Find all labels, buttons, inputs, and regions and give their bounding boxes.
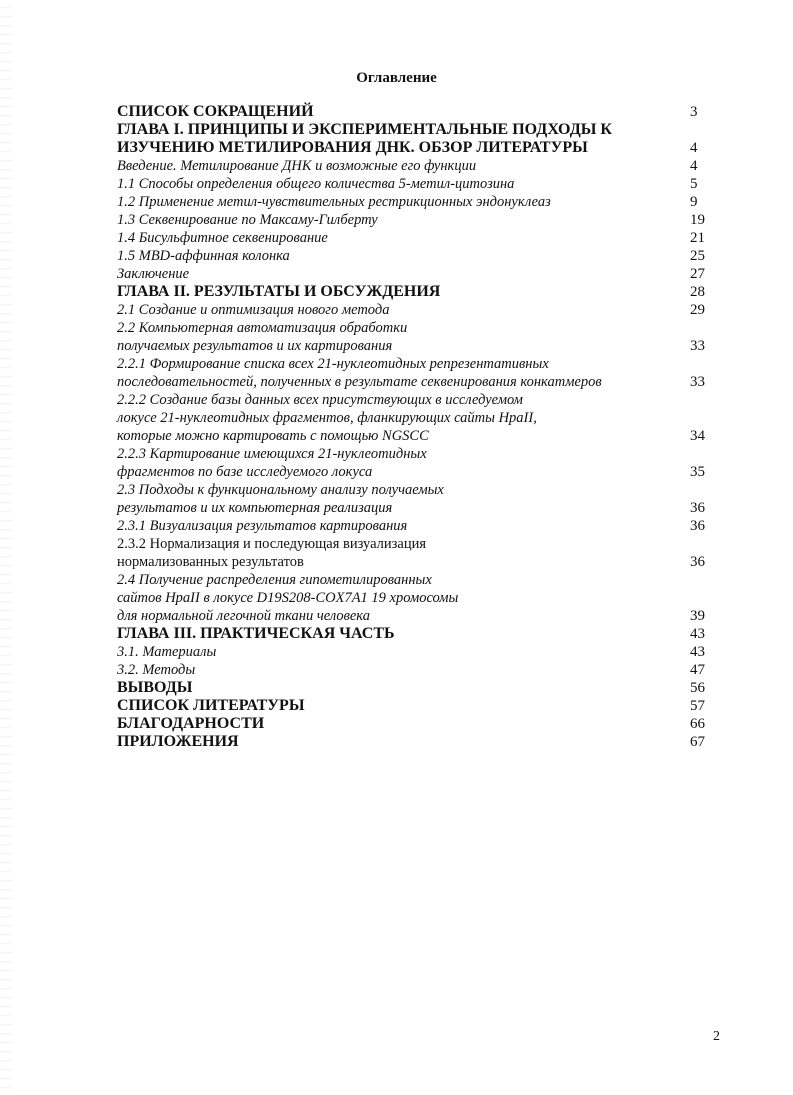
- toc-entry-page: 29: [690, 302, 705, 318]
- toc-entry-page: 57: [690, 698, 705, 714]
- page-number: 2: [713, 1029, 720, 1044]
- toc-entry-page: 39: [690, 608, 705, 624]
- toc-entry-page: 47: [690, 662, 705, 678]
- toc-entry-line: [117, 517, 717, 535]
- toc-entry-title: ГЛАВА I. ПРИНЦИПЫ И ЭКСПЕРИМЕНТАЛЬНЫЕ ПОДХОДЫ К: [117, 121, 613, 138]
- toc-entry-line: [117, 265, 717, 283]
- toc-entry-line: [117, 355, 717, 373]
- toc-entry-line: [117, 643, 717, 661]
- toc-entry-line: [117, 571, 717, 589]
- toc-entry-line: [117, 301, 717, 319]
- toc-entry-line: [117, 175, 717, 193]
- toc-entry-page: 36: [690, 518, 705, 534]
- toc-entry-page: 43: [690, 644, 705, 660]
- toc-entry-line: [117, 715, 717, 733]
- toc-entry-line: [117, 391, 717, 409]
- toc-entry-title: локусе 21-нуклеотидных фрагментов, фланкирующих сайты HpaII,: [117, 410, 537, 426]
- toc-entry-line: [117, 553, 717, 571]
- toc-entry-line: [117, 697, 717, 715]
- toc-entry-line: [117, 409, 717, 427]
- toc-entry-page: 43: [690, 626, 705, 642]
- toc-entry-title: 2.2.3 Картирование имеющихся 21-нуклеотидных: [117, 446, 427, 462]
- toc-entry-title: 2.3.1 Визуализация результатов картирования: [117, 518, 408, 534]
- toc-entry-title: 1.5 MBD-аффинная колонка: [117, 248, 290, 264]
- toc-entry-page: 27: [690, 266, 705, 282]
- toc-entry-title: ВЫВОДЫ: [117, 679, 193, 696]
- toc-entry-line: [117, 427, 717, 445]
- toc-entry-line: [117, 535, 717, 553]
- toc-entry-line: [117, 211, 717, 229]
- toc-entry-title: СПИСОК СОКРАЩЕНИЙ: [117, 103, 314, 120]
- toc-entry-line: [117, 463, 717, 481]
- toc-entry-page: 33: [690, 338, 705, 354]
- toc-entry-page: 4: [690, 140, 698, 156]
- toc-entry-line: [117, 229, 717, 247]
- toc-entry-line: [117, 319, 717, 337]
- toc-entry-title: 2.4 Получение распределения гипометилированных: [117, 572, 432, 588]
- toc-entry-page: 4: [690, 158, 698, 174]
- toc-entry-line: [117, 733, 717, 751]
- toc-entry-line: [117, 103, 717, 121]
- toc-entry-page: 25: [690, 248, 705, 264]
- toc-entry-title: СПИСОК ЛИТЕРАТУРЫ: [117, 697, 305, 714]
- toc-entry-title: 2.1 Создание и оптимизация нового метода: [117, 302, 390, 318]
- toc-entry-title: ГЛАВА III. ПРАКТИЧЕСКАЯ ЧАСТЬ: [117, 625, 395, 642]
- toc-entry-title: сайтов HpaII в локусе D19S208-COX7A1 19 хромосомы: [117, 590, 459, 606]
- toc-entry-title: для нормальной легочной ткани человека: [117, 608, 370, 624]
- toc-entry-title: 3.1. Материалы: [117, 644, 217, 660]
- toc-entry-page: 3: [690, 104, 698, 120]
- toc-entry-line: [117, 373, 717, 391]
- toc-entry-line: [117, 481, 717, 499]
- toc-entry-title: результатов и их компьютерная реализация: [117, 500, 393, 516]
- toc-entry-page: 21: [690, 230, 705, 246]
- toc-entry-title: нормализованных результатов: [117, 554, 304, 570]
- toc-entry-line: [117, 157, 717, 175]
- toc-entry-title: ИЗУЧЕНИЮ МЕТИЛИРОВАНИЯ ДНК. ОБЗОР ЛИТЕРАТУРЫ: [117, 139, 588, 156]
- toc-entry-line: [117, 247, 717, 265]
- toc-entry-title: Введение. Метилирование ДНК и возможные его функции: [117, 158, 477, 174]
- toc-entry-title: 2.2 Компьютерная автоматизация обработки: [117, 320, 408, 336]
- toc-entry-title: фрагментов по базе исследуемого локуса: [117, 464, 373, 480]
- toc-entry-title: последовательностей, полученных в результате секвенирования конкатмеров: [117, 374, 602, 390]
- toc-entry-line: [117, 661, 717, 679]
- toc-entry-page: 34: [690, 428, 705, 444]
- toc-entry-page: 67: [690, 734, 705, 750]
- toc-entry-title: 1.4 Бисульфитное секвенирование: [117, 230, 328, 246]
- toc-entry-line: [117, 607, 717, 625]
- toc-entry-title: получаемых результатов и их картирования: [117, 338, 393, 354]
- toc-entry-page: 35: [690, 464, 705, 480]
- toc-entry-title: БЛАГОДАРНОСТИ: [117, 715, 265, 732]
- toc-entry-page: 28: [690, 284, 705, 300]
- toc-entry-title: 2.3 Подходы к функциональному анализу получаемых: [117, 482, 444, 498]
- toc-entry-page: 36: [690, 554, 705, 570]
- toc-entry-title: 2.2.1 Формирование списка всех 21-нуклеотидных репрезентативных: [117, 356, 549, 372]
- toc-entry-page: 56: [690, 680, 705, 696]
- toc-entry-line: [117, 193, 717, 211]
- toc-entry-title: 1.1 Способы определения общего количества 5-метил-цитозина: [117, 176, 515, 192]
- toc-entry-line: [117, 625, 717, 643]
- toc-entry-page: 5: [690, 176, 698, 192]
- toc-entry-line: [117, 499, 717, 517]
- toc-entry-title: 3.2. Методы: [117, 662, 196, 678]
- toc-entry-line: [117, 445, 717, 463]
- toc-entry-page: 36: [690, 500, 705, 516]
- page-title: Оглавление: [356, 70, 437, 86]
- toc-entry-line: [117, 283, 717, 301]
- table-of-contents: [117, 103, 717, 751]
- toc-entry-page: 33: [690, 374, 705, 390]
- toc-entry-line: [117, 337, 717, 355]
- toc-entry-line: [117, 589, 717, 607]
- toc-entry-title: ГЛАВА II. РЕЗУЛЬТАТЫ И ОБСУЖДЕНИЯ: [117, 283, 441, 300]
- toc-entry-line: [117, 139, 717, 157]
- toc-entry-page: 66: [690, 716, 705, 732]
- toc-entry-page: 9: [690, 194, 698, 210]
- toc-entry-line: [117, 679, 717, 697]
- toc-entry-title: 2.3.2 Нормализация и последующая визуализация: [117, 536, 427, 552]
- toc-entry-title: 1.2 Применение метил-чувствительных рестрикционных эндонуклеаз: [117, 194, 551, 210]
- toc-entry-title: которые можно картировать с помощью NGSCC: [117, 428, 429, 444]
- toc-entry-title: Заключение: [117, 266, 190, 282]
- toc-entry-title: 1.3 Секвенирование по Максаму-Гилберту: [117, 212, 378, 228]
- toc-entry-title: 2.2.2 Создание базы данных всех присутствующих в исследуемом: [117, 392, 523, 408]
- scan-edge-artifact: [0, 0, 12, 1095]
- toc-entry-title: ПРИЛОЖЕНИЯ: [117, 733, 239, 750]
- toc-entry-page: 19: [690, 212, 705, 228]
- toc-entry-line: [117, 121, 717, 139]
